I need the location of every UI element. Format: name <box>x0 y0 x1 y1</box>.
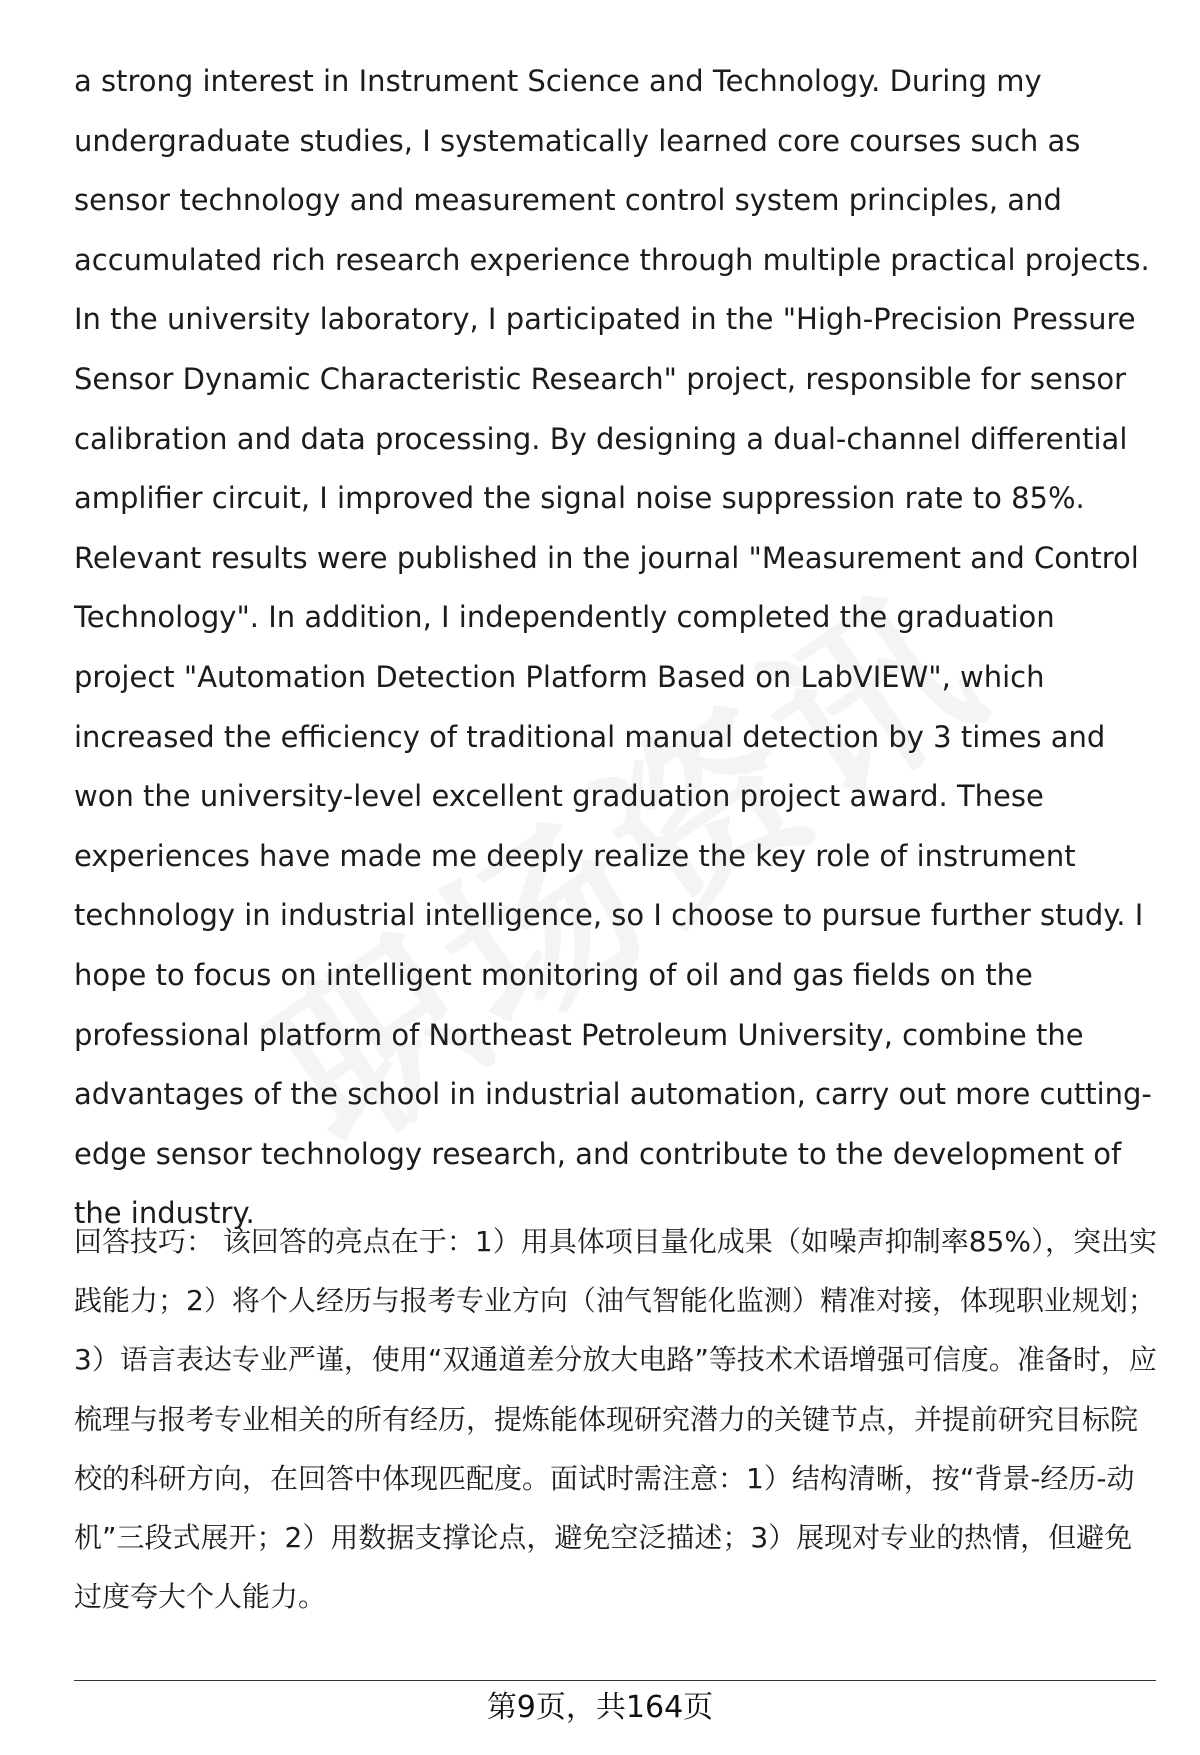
main-paragraph: a strong interest in Instrument Science and Technology. During my undergraduate studies, I systematically learned core courses such as sensor technology and measurement control system principles, and accumulated rich research experience through multiple practical projects. In the university laboratory, I participated in the "High-Precision Pressure Sensor Dynamic Characteristic Research" project, responsible for sensor calibration and data processing. By designing a dual-channel differential amplifier circuit, I improved the signal noise suppression rate to 85%. Relevant results were published in the journal "Measurement and Control Technology". In addition, I independently completed the graduation project "Automation Detection Platform Based on LabVIEW", which increased the efficiency of traditional manual detection by 3 times and won the university-level excellent graduation project award. These experiences have made me deeply realize the key role of instrument technology in industrial intelligence, so I choose to pursue further study. I hope to focus on intelligent monitoring of oil and gas fields on the professional platform of Northeast Petroleum University, combine the advantages of the school in industrial automation, carry out more cutting-edge sensor technology research, and contribute to the development of the industry. <box>74 64 1152 1231</box>
footer-divider <box>74 1680 1156 1681</box>
page-number: 第9页，共164页 <box>486 1690 714 1725</box>
answer-tips-paragraph: 回答技巧： 该回答的亮点在于：1）用具体项目量化成果（如噪声抑制率85%），突出实践能力；2）将个人经历与报考专业方向（油气智能化监测）精准对接，体现职业规划；3）语言表达专业严谨，使用“双通道差分放大电路”等技术术语增强可信度。准备时，应梳理与报考专业相关的所有经历，提炼能体现研究潜力的关键节点，并提前研究目标院校的科研方向，在回答中体现匹配度。面试时需注意：1）结构清晰，按“背景-经历-动机”三段式展开；2）用数据支撑论点，避免空泛描述；3）展现对专业的热情，但避免过度夸大个人能力。 <box>74 1225 1157 1614</box>
